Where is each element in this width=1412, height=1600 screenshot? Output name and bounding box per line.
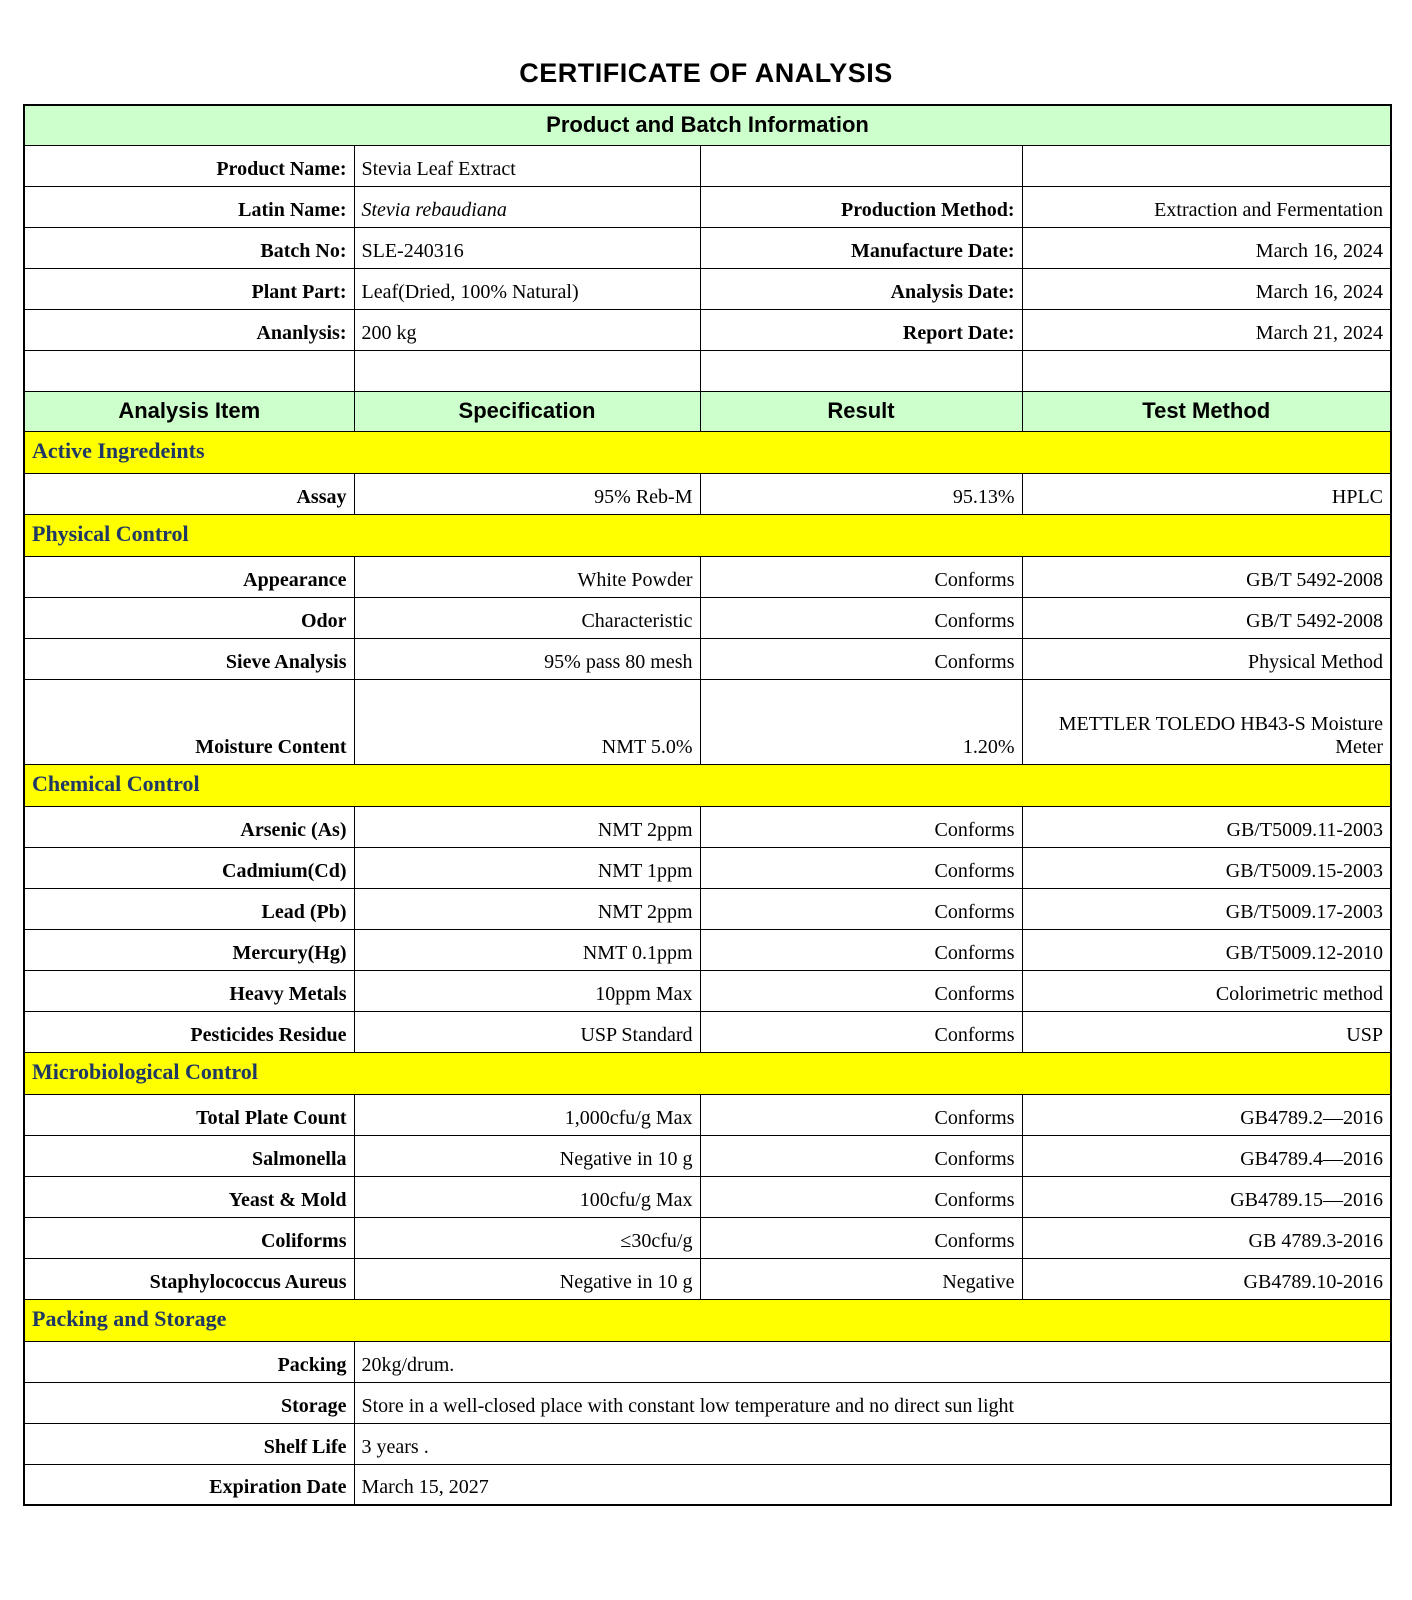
info-row: [24, 309, 1391, 350]
analysis-method: GB/T5009.15-2003: [1022, 847, 1391, 888]
analysis-row: [24, 1258, 1391, 1299]
packing-label: Expiration Date: [24, 1464, 354, 1505]
page-title: CERTIFICATE OF ANALYSIS: [519, 58, 893, 88]
analysis-result: Conforms: [700, 970, 1022, 1011]
analysis-item: Lead (Pb): [24, 888, 354, 929]
analysis-result: Conforms: [700, 929, 1022, 970]
analysis-spec: NMT 1ppm: [354, 847, 700, 888]
analysis-result: Conforms: [700, 556, 1022, 597]
info-value: Stevia Leaf Extract: [354, 145, 700, 186]
analysis-spec: 1,000cfu/g Max: [354, 1094, 700, 1135]
analysis-result: Conforms: [700, 1176, 1022, 1217]
analysis-item: Odor: [24, 597, 354, 638]
analysis-result: Conforms: [700, 1135, 1022, 1176]
analysis-spec: 10ppm Max: [354, 970, 700, 1011]
analysis-spec: 100cfu/g Max: [354, 1176, 700, 1217]
analysis-result: Conforms: [700, 638, 1022, 679]
analysis-method: GB4789.2—2016: [1022, 1094, 1391, 1135]
analysis-method: GB/T5009.12-2010: [1022, 929, 1391, 970]
analysis-spec: NMT 0.1ppm: [354, 929, 700, 970]
analysis-item: Appearance: [24, 556, 354, 597]
info-label: Analysis Date:: [700, 268, 1022, 309]
analysis-spec: NMT 5.0%: [354, 679, 700, 764]
analysis-result: Negative: [700, 1258, 1022, 1299]
analysis-row: [24, 597, 1391, 638]
analysis-row: [24, 806, 1391, 847]
info-label: Ananlysis:: [24, 309, 354, 350]
info-value: March 21, 2024: [1022, 309, 1391, 350]
packing-value: March 15, 2027: [354, 1464, 1391, 1505]
info-label: Latin Name:: [24, 186, 354, 227]
analysis-result: Conforms: [700, 1094, 1022, 1135]
analysis-item: Salmonella: [24, 1135, 354, 1176]
analysis-row: [24, 1011, 1391, 1052]
info-header: Product and Batch Information: [24, 105, 1391, 145]
column-header-test-method: Test Method: [1022, 391, 1391, 431]
packing-label: Storage: [24, 1382, 354, 1423]
info-value: Extraction and Fermentation: [1022, 186, 1391, 227]
analysis-row: [24, 1217, 1391, 1258]
analysis-method: GB4789.4—2016: [1022, 1135, 1391, 1176]
analysis-result: Conforms: [700, 597, 1022, 638]
analysis-result: Conforms: [700, 1217, 1022, 1258]
analysis-spec: Characteristic: [354, 597, 700, 638]
packing-label: Packing: [24, 1341, 354, 1382]
analysis-method: GB/T 5492-2008: [1022, 556, 1391, 597]
info-label: Production Method:: [700, 186, 1022, 227]
analysis-row: [24, 970, 1391, 1011]
empty-cell: [700, 350, 1022, 391]
info-label: Manufacture Date:: [700, 227, 1022, 268]
info-value: SLE-240316: [354, 227, 700, 268]
empty-cell: [354, 350, 700, 391]
section-title-active-ingredients: Active Ingredeints: [24, 431, 1391, 473]
section-title-packing-and-storage: Packing and Storage: [24, 1299, 1391, 1341]
analysis-spec: USP Standard: [354, 1011, 700, 1052]
section-title-physical-control: Physical Control: [24, 514, 1391, 556]
info-row: [24, 186, 1391, 227]
analysis-spec: 95% pass 80 mesh: [354, 638, 700, 679]
info-label: Product Name:: [24, 145, 354, 186]
section-bar-row: [24, 1299, 1391, 1341]
info-label: [700, 145, 1022, 186]
analysis-row: [24, 888, 1391, 929]
analysis-row: [24, 1094, 1391, 1135]
info-header-row: [24, 105, 1391, 145]
analysis-method: USP: [1022, 1011, 1391, 1052]
section-title-chemical-control: Chemical Control: [24, 764, 1391, 806]
analysis-item: Heavy Metals: [24, 970, 354, 1011]
packing-row: [24, 1423, 1391, 1464]
info-row: [24, 145, 1391, 186]
analysis-item: Total Plate Count: [24, 1094, 354, 1135]
analysis-result: 1.20%: [700, 679, 1022, 764]
info-label: Report Date:: [700, 309, 1022, 350]
packing-row: [24, 1464, 1391, 1505]
analysis-item: Cadmium(Cd): [24, 847, 354, 888]
section-bar-row: [24, 431, 1391, 473]
packing-row: [24, 1341, 1391, 1382]
column-header-row: [24, 391, 1391, 431]
analysis-method: GB/T5009.11-2003: [1022, 806, 1391, 847]
analysis-spec: NMT 2ppm: [354, 806, 700, 847]
analysis-spec: Negative in 10 g: [354, 1258, 700, 1299]
analysis-method: Colorimetric method: [1022, 970, 1391, 1011]
analysis-result: Conforms: [700, 847, 1022, 888]
info-value: 200 kg: [354, 309, 700, 350]
analysis-row: [24, 556, 1391, 597]
analysis-item: Moisture Content: [24, 679, 354, 764]
analysis-row: [24, 638, 1391, 679]
analysis-item: Arsenic (As): [24, 806, 354, 847]
empty-cell: [24, 350, 354, 391]
analysis-item: Coliforms: [24, 1217, 354, 1258]
analysis-method: GB 4789.3-2016: [1022, 1217, 1391, 1258]
column-header-specification: Specification: [354, 391, 700, 431]
analysis-spec: Negative in 10 g: [354, 1135, 700, 1176]
info-value: Leaf(Dried, 100% Natural): [354, 268, 700, 309]
analysis-row: [24, 679, 1391, 764]
info-label: Batch No:: [24, 227, 354, 268]
packing-row: [24, 1382, 1391, 1423]
packing-value: Store in a well-closed place with constant low temperature and no direct sun light: [354, 1382, 1391, 1423]
analysis-method: GB/T5009.17-2003: [1022, 888, 1391, 929]
info-label: Plant Part:: [24, 268, 354, 309]
section-bar-row: [24, 764, 1391, 806]
analysis-spec: NMT 2ppm: [354, 888, 700, 929]
analysis-row: [24, 1176, 1391, 1217]
analysis-result: Conforms: [700, 888, 1022, 929]
info-value: [1022, 145, 1391, 186]
analysis-method: METTLER TOLEDO HB43-S Moisture Meter: [1022, 679, 1391, 764]
analysis-spec: 95% Reb-M: [354, 473, 700, 514]
section-bar-row: [24, 514, 1391, 556]
analysis-row: [24, 929, 1391, 970]
analysis-result: Conforms: [700, 806, 1022, 847]
analysis-method: GB4789.15—2016: [1022, 1176, 1391, 1217]
analysis-spec: White Powder: [354, 556, 700, 597]
info-value-latin-name: Stevia rebaudiana: [354, 186, 700, 227]
analysis-item: Yeast & Mold: [24, 1176, 354, 1217]
analysis-method: Physical Method: [1022, 638, 1391, 679]
empty-cell: [1022, 350, 1391, 391]
packing-label: Shelf Life: [24, 1423, 354, 1464]
section-bar-row: [24, 1052, 1391, 1094]
analysis-method: GB/T 5492-2008: [1022, 597, 1391, 638]
packing-value: 20kg/drum.: [354, 1341, 1391, 1382]
analysis-spec: ≤30cfu/g: [354, 1217, 700, 1258]
analysis-item: Mercury(Hg): [24, 929, 354, 970]
analysis-method: GB4789.10-2016: [1022, 1258, 1391, 1299]
analysis-method: HPLC: [1022, 473, 1391, 514]
analysis-item: Pesticides Residue: [24, 1011, 354, 1052]
analysis-row: [24, 1135, 1391, 1176]
info-row: [24, 227, 1391, 268]
analysis-row: [24, 473, 1391, 514]
analysis-item: Staphylococcus Aureus: [24, 1258, 354, 1299]
info-value: March 16, 2024: [1022, 227, 1391, 268]
certificate-table: [23, 104, 1392, 1506]
analysis-row: [24, 847, 1391, 888]
info-row: [24, 268, 1391, 309]
analysis-result: 95.13%: [700, 473, 1022, 514]
analysis-item: Assay: [24, 473, 354, 514]
section-title-microbiological-control: Microbiological Control: [24, 1052, 1391, 1094]
packing-value: 3 years .: [354, 1423, 1391, 1464]
analysis-item: Sieve Analysis: [24, 638, 354, 679]
column-header-result: Result: [700, 391, 1022, 431]
empty-row: [24, 350, 1391, 391]
info-value: March 16, 2024: [1022, 268, 1391, 309]
column-header-analysis-item: Analysis Item: [24, 391, 354, 431]
analysis-result: Conforms: [700, 1011, 1022, 1052]
